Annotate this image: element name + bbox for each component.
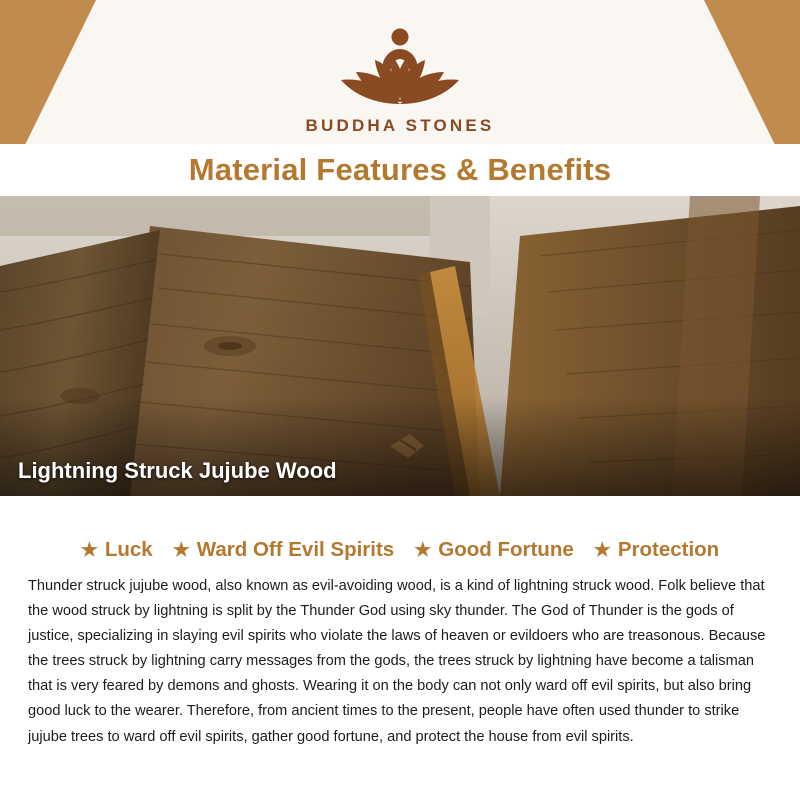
- benefit-item: [414, 538, 574, 562]
- page-title: Material Features & Benefits: [188, 152, 612, 187]
- star-icon: ★: [80, 539, 98, 561]
- content-panel: [0, 496, 800, 800]
- star-icon: ★: [593, 539, 611, 561]
- brand-logo-block: [0, 16, 800, 136]
- product-photo: [0, 196, 800, 496]
- benefit-item: [173, 538, 394, 562]
- wood-planks-illustration: [0, 196, 800, 496]
- benefit-label: Ward Off Evil Spirits: [196, 538, 395, 561]
- star-icon: ★: [172, 539, 190, 561]
- brand-name: BUDDHA STONES: [305, 116, 495, 135]
- header-band: [0, 0, 800, 196]
- benefit-item: [594, 538, 719, 562]
- benefits-list: [0, 496, 800, 570]
- photo-caption: Lightning Struck Jujube Wood: [18, 458, 337, 483]
- description-paragraph: Thunder struck jujube wood, also known as evil-avoiding wood, is a kind of lightning struck wood. Folk believe that the wood struck by lightning is split by the Thunder God using sky thunder. The God of Thunder is the gods of justice, specializing in slaying evil spirits who violate the laws of heaven or evildoers who are treasonous. Because the trees struck by lightning carry messages from the gods, the trees struck by lightning have become a talisman that is very feared by demons and ghosts. Wearing it on the body can not only ward off evil spirits, but also bring good luck to the wearer. Therefore, from ancient times to the present, people have often used thunder to strike jujube trees to ward off evil spirits, gather good fortune, and protect the house from evil spirits.: [28, 578, 766, 745]
- star-icon: ★: [414, 539, 432, 561]
- benefit-item: [81, 538, 153, 562]
- poster-title-bar: [0, 144, 800, 196]
- benefit-label: Protection: [617, 538, 720, 561]
- benefit-label: Good Fortune: [438, 538, 574, 561]
- lotus-meditation-icon: [0, 16, 800, 112]
- benefit-label: Luck: [104, 538, 153, 561]
